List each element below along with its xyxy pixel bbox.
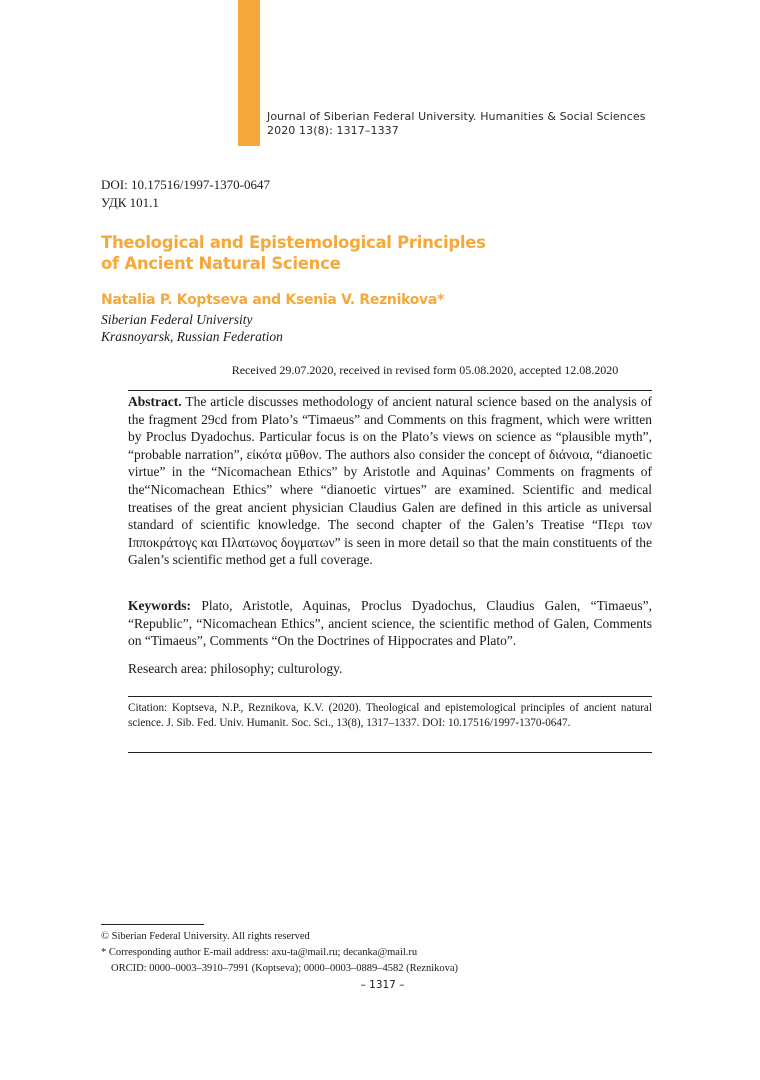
corresponding-author-note: * Corresponding author E-mail address: axu-ta@mail.ru; decanka@mail.ru [101, 947, 418, 958]
footnote-rule [101, 924, 204, 925]
footnotes [101, 929, 458, 977]
journal-issue: 2020 13(8): 1317–1337 [267, 124, 399, 137]
title-line-1: Theological and Epistemological Principles [101, 233, 486, 252]
abstract-text: The article discusses methodology of ancient natural science based on the analysis of the fragment 29cd from Plato’s “Timaeus” and Comments on this fragment, which were written by Proclus Dyadochus. Particular focus is on the Plato’s views on science as “plausible myth”, “probable narration”, εἰκότα μῦθον. The authors also consider the concept of διάνοια, “dianoetic virtue” in the “Nicomachean Ethics” by Aristotle and Aquinas’ Comments on fragments of the“Nicomachean Ethics” where “dianoetic virtues” are examined. Scientific and medical treatises of the great ancient physician Claudius Galen are defined in this article as universal standard of scientific knowledge. The second chapter of the Galen’s Treatise “Περι των Ιπποκράτογς και Πλατωνος δογματων” is seen in more detail so that the main constituents of the Galen’s scientific method get a full coverage. [128, 394, 652, 568]
keywords-label: Keywords: [128, 598, 191, 613]
affiliation [101, 311, 283, 345]
affiliation-university: Siberian Federal University [101, 312, 253, 327]
citation-bottom-rule [128, 752, 652, 753]
keywords [128, 597, 652, 650]
abstract-label: Abstract. [128, 394, 182, 409]
page-number: – 1317 – [360, 979, 405, 991]
title-line-2: of Ancient Natural Science [101, 254, 341, 273]
research-area: Research area: philosophy; culturology. [128, 661, 343, 676]
citation: Citation: Koptseva, N.P., Reznikova, K.V. (2020). Theological and epistemological principles of ancient natural science. J. Sib. Fed. Univ. Humanit. Soc. Sci., 13(8), 1317–1337. DOI: 10.17516/1997-1370-0647. [128, 702, 652, 729]
udk: УДК 101.1 [101, 195, 159, 210]
journal-name: Journal of Siberian Federal University. Humanities & Social Sciences [267, 110, 646, 123]
keywords-text: Plato, Aristotle, Aquinas, Proclus Dyadochus, Claudius Galen, “Timaeus”, “Republic”, “Nicomachean Ethics”, ancient science, the scientific method of Galen, Comments on “Timaeus”, Comments “On the Doctrines of Hippocrates and Plato”. [128, 598, 653, 649]
journal-accent-bar [238, 0, 260, 146]
orcid-note: ORCID: 0000–0003–3910–7991 (Koptseva); 0000–0003–0889–4582 (Reznikova) [111, 963, 459, 974]
citation-top-rule [128, 696, 652, 697]
doi: DOI: 10.17516/1997-1370-0647 [101, 177, 270, 192]
article-meta [101, 176, 270, 212]
affiliation-city: Krasnoyarsk, Russian Federation [101, 329, 283, 344]
abstract [128, 393, 652, 569]
copyright-note: © Siberian Federal University. All rights reserved [101, 931, 310, 942]
abstract-top-rule [128, 390, 652, 391]
journal-header [267, 110, 646, 138]
received-dates: Received 29.07.2020, received in revised form 05.08.2020, accepted 12.08.2020 [231, 363, 619, 377]
authors: Natalia P. Koptseva and Ksenia V. Reznikova* [101, 292, 445, 308]
article-title [101, 232, 621, 274]
